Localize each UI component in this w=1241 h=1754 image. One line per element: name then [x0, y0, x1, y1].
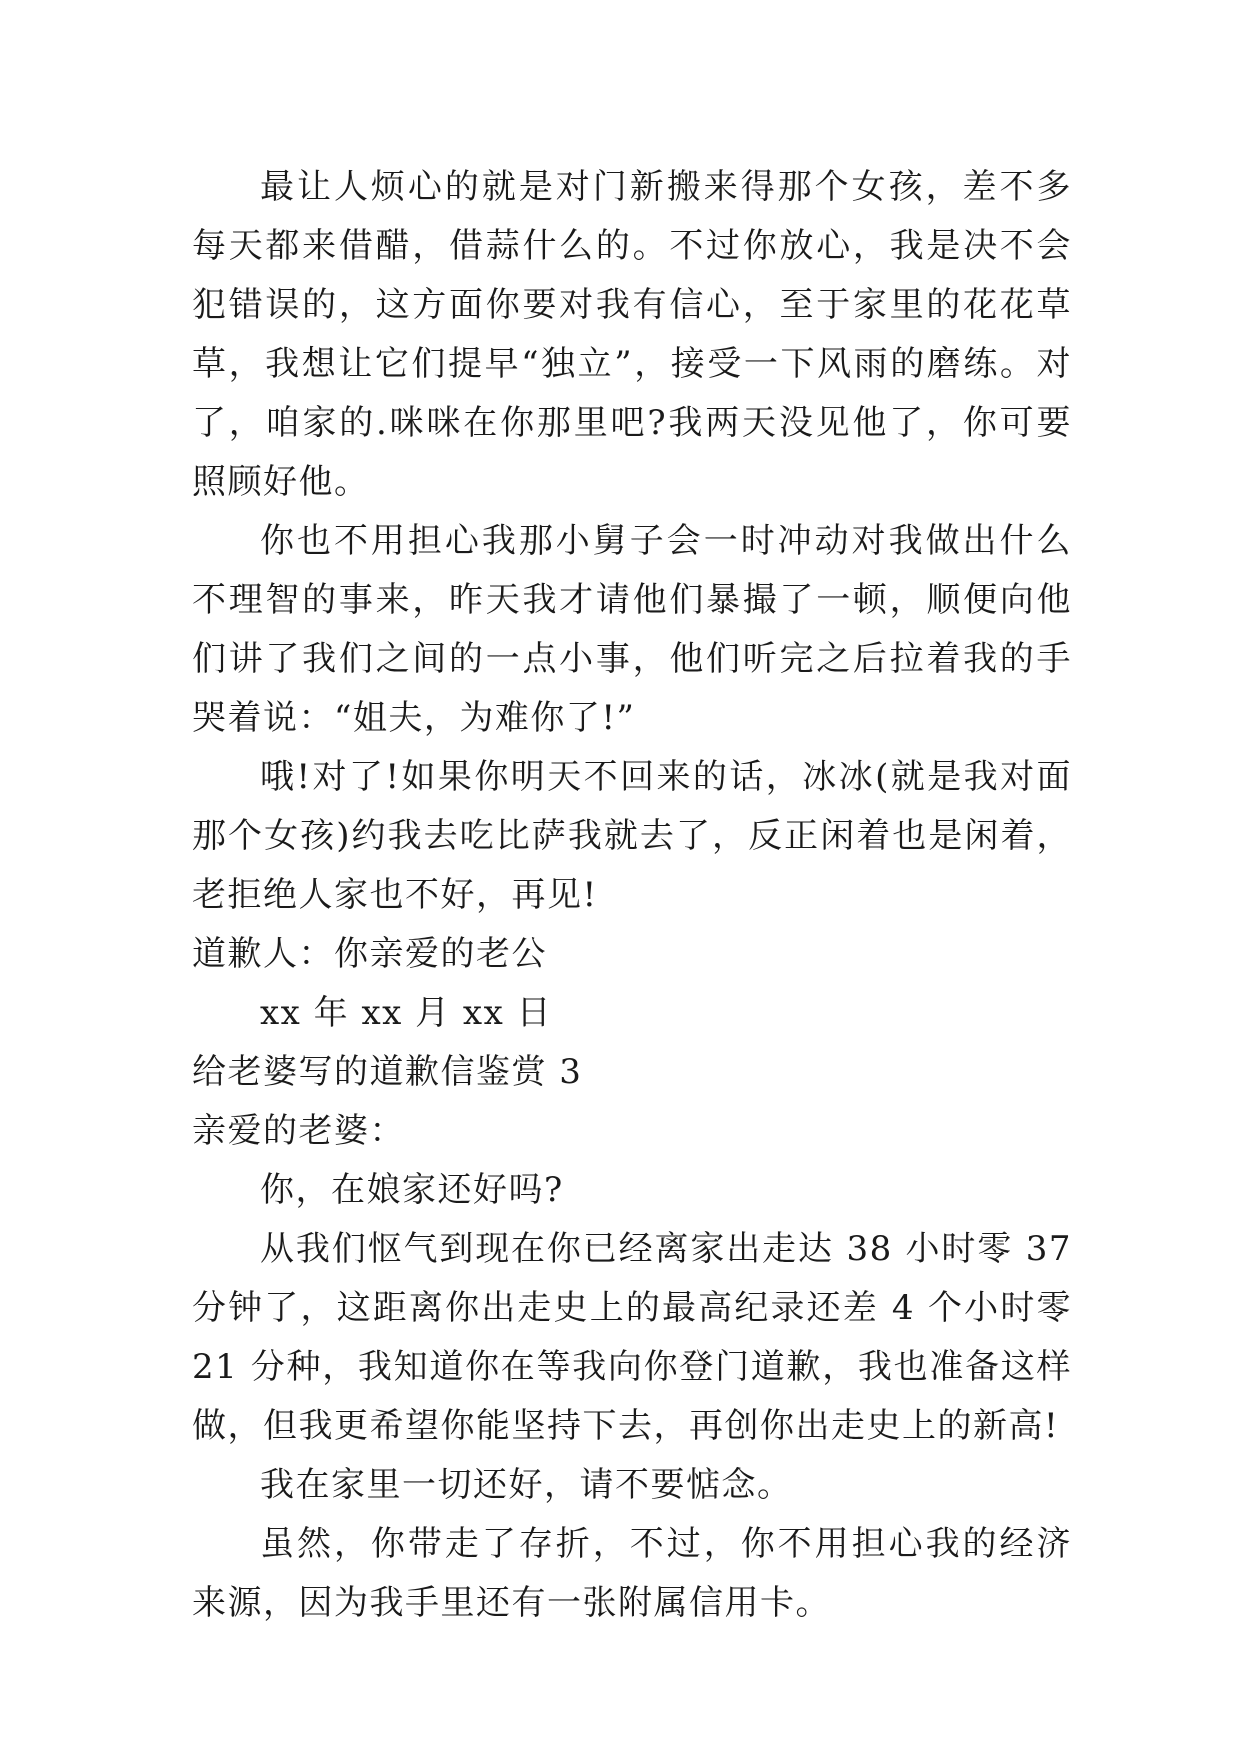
document-body	[192, 158, 1072, 1633]
paragraph: 最让人烦心的就是对门新搬来得那个女孩，差不多每天都来借醋，借蒜什么的。不过你放心，我是决不会犯错误的，这方面你要对我有信心，至于家里的花花草草，我想让它们提早“独立”，接受一下风雨的磨练。对了，咱家的.咪咪在你那里吧?我两天没见他了，你可要照顾好他。	[192, 167, 1072, 502]
greeting: 亲爱的老婆：	[192, 1111, 405, 1151]
paragraph: 我在家里一切还好，请不要惦念。	[260, 1465, 793, 1505]
paragraph: 你也不用担心我那小舅子会一时冲动对我做出什么不理智的事来，昨天我才请他们暴撮了一顿，顺便向他们讲了我们之间的一点小事，他们听完之后拉着我的手哭着说：“姐夫，为难你了!”	[192, 521, 1072, 738]
date: xx 年 xx 月 xx 日	[260, 993, 553, 1033]
paragraph: 你，在娘家还好吗?	[260, 1170, 564, 1210]
paragraph: 从我们怄气到现在你已经离家出走达 38 小时零 37 分钟了，这距离你出走史上的最高纪录还差 4 个小时零 21 分种，我知道你在等我向你登门道歉，我也准备这样做，但我更希望你能坚持下去，再创你出走史上的新高!	[192, 1229, 1072, 1446]
signature: 道歉人：你亲爱的老公	[192, 934, 547, 974]
section-title: 给老婆写的道歉信鉴赏 3	[192, 1052, 583, 1092]
paragraph: 哦!对了!如果你明天不回来的话，冰冰(就是我对面那个女孩)约我去吃比萨我就去了，反正闲着也是闲着，老拒绝人家也不好，再见!	[192, 757, 1072, 915]
paragraph: 虽然，你带走了存折，不过，你不用担心我的经济来源，因为我手里还有一张附属信用卡。	[192, 1524, 1072, 1623]
